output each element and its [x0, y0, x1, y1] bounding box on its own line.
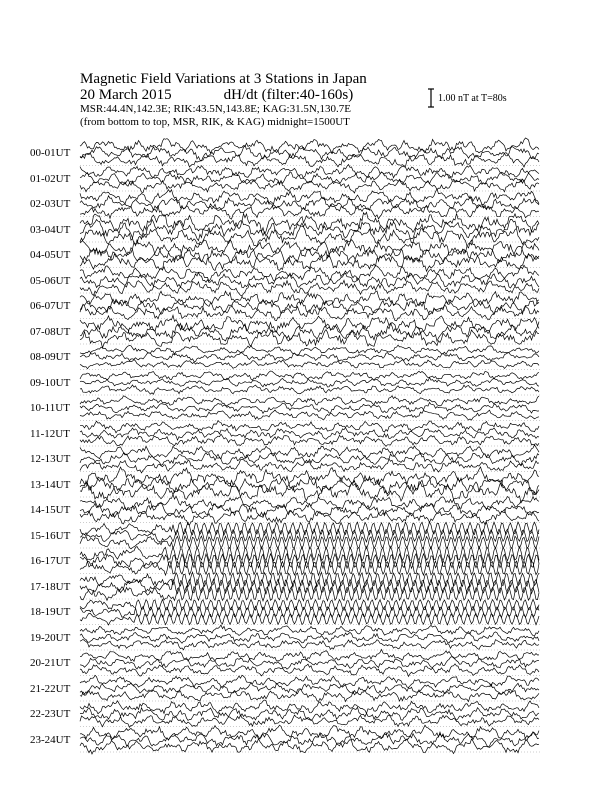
- trace-msr: [80, 586, 539, 601]
- trace-msr: [80, 410, 539, 420]
- trace-kag: [80, 700, 539, 714]
- hour-label: 09-10UT: [30, 376, 71, 389]
- trace-kag: [80, 315, 539, 334]
- trace-kag: [80, 599, 539, 610]
- hour-label: 13-14UT: [30, 478, 71, 491]
- hour-label: 19-20UT: [30, 631, 71, 644]
- trace-kag: [80, 396, 539, 406]
- trace-kag: [80, 345, 539, 355]
- hour-label: 15-16UT: [30, 529, 71, 542]
- trace-kag: [80, 165, 539, 179]
- trace-kag: [80, 371, 539, 380]
- trace-msr: [80, 664, 539, 677]
- hour-label: 18-19UT: [30, 606, 71, 618]
- trace-msr: [80, 385, 539, 394]
- hour-label: 01-02UT: [30, 172, 71, 185]
- hour-label: 12-13UT: [30, 453, 71, 465]
- scale-bar-label: 1.00 nT at T=80s: [438, 93, 507, 104]
- hour-label: 17-18UT: [30, 580, 71, 593]
- trace-rik: [80, 377, 539, 387]
- hour-label: 21-22UT: [30, 682, 71, 695]
- hour-label: 00-01UT: [30, 147, 71, 159]
- trace-rik: [80, 732, 539, 747]
- hour-label: 07-08UT: [30, 325, 71, 338]
- scale-bar: [428, 89, 434, 107]
- trace-rik: [80, 299, 539, 315]
- trace-msr: [80, 459, 539, 473]
- chart-date-line: [80, 88, 353, 103]
- chart-date: 20 March 2015: [80, 87, 172, 103]
- trace-rik: [80, 245, 539, 266]
- hour-label: 16-17UT: [30, 555, 71, 567]
- trace-kag: [80, 238, 539, 258]
- trace-msr: [80, 639, 539, 649]
- trace-msr: [80, 153, 539, 167]
- hour-label: 22-23UT: [30, 708, 71, 720]
- trace-group: [80, 138, 539, 754]
- trace-msr: [80, 226, 539, 248]
- station-coordinates: MSR:44.4N,142.3E; RIK:43.5N,143.8E; KAG:31.5N,130.7E: [80, 103, 352, 115]
- hour-label: 14-15UT: [30, 504, 71, 516]
- chart-title: Magnetic Field Variations at 3 Stations in Japan: [80, 71, 367, 87]
- trace-kag: [80, 291, 539, 307]
- trace-kag: [80, 725, 539, 740]
- trace-kag: [80, 572, 539, 587]
- hour-label: 11-12UT: [30, 427, 70, 440]
- trace-rik: [80, 529, 539, 542]
- chart-quantity: dH/dt (filter:40-160s): [223, 87, 354, 103]
- trace-msr: [80, 204, 539, 219]
- trace-msr: [80, 689, 539, 702]
- hour-label: 06-07UT: [30, 300, 71, 312]
- trace-rik: [80, 707, 539, 720]
- trace-rik: [80, 428, 539, 441]
- station-order-note: (from bottom to top, MSR, RIK, & KAG) midnight=1500UT: [80, 116, 350, 128]
- trace-msr: [80, 739, 539, 754]
- hour-label: 20-21UT: [30, 657, 71, 669]
- hour-label: 23-24UT: [30, 733, 71, 746]
- trace-rik: [80, 453, 539, 466]
- trace-rik: [80, 683, 539, 696]
- hour-label: 10-11UT: [30, 402, 70, 414]
- hour-label: 04-05UT: [30, 249, 71, 261]
- trace-kag: [80, 522, 539, 536]
- trace-msr: [80, 561, 539, 576]
- trace-kag: [80, 421, 539, 433]
- trace-msr: [80, 304, 539, 320]
- trace-rik: [80, 322, 539, 342]
- trace-rik: [80, 145, 539, 161]
- hour-label: 03-04UT: [30, 223, 71, 236]
- hour-label: 05-06UT: [30, 274, 71, 287]
- trace-rik: [80, 353, 539, 362]
- trace-kag: [80, 650, 539, 662]
- trace-rik: [80, 632, 539, 643]
- trace-msr: [80, 536, 539, 549]
- hour-label: 08-09UT: [30, 351, 71, 363]
- hour-label: 02-03UT: [30, 198, 71, 210]
- trace-kag: [80, 212, 539, 233]
- trace-msr: [80, 360, 539, 369]
- trace-rik: [80, 402, 539, 413]
- trace-msr: [80, 280, 539, 295]
